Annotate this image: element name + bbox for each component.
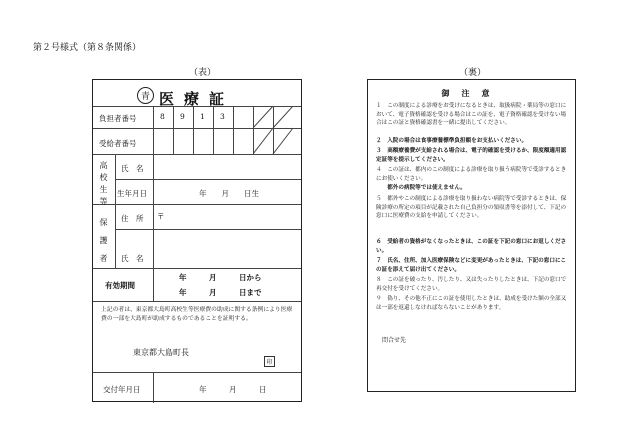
official-stamp: 印 bbox=[264, 356, 275, 367]
notes-title: 御注意 bbox=[441, 88, 502, 98]
postal-mark: 〒 bbox=[157, 212, 165, 221]
form-label: 第２号様式（第８条関係） bbox=[33, 43, 142, 53]
burden-digit: 3 bbox=[220, 112, 225, 121]
note-item: ６ 受給者の資格がなくなったときは、この証を下記の窓口にお返しください。 bbox=[376, 239, 567, 254]
contact-label: 問合せ先 bbox=[382, 337, 407, 344]
recipient-number-label: 受給者番号 bbox=[99, 139, 137, 148]
burden-digit: 8 bbox=[160, 112, 165, 121]
note-item: ７ 氏名、住所、加入医療保険などに変更があったときは、下記の窓口にこの証を添えて届け出てください。 bbox=[376, 258, 567, 273]
note-item: ５ 都外やこの制度による診療を取り扱わない病院等で受診するときは、保険診療の所定の項目が記載された自己負担分の領収書等を添付して、下記の窓口に医療費の支給を申請してください。 bbox=[376, 196, 567, 220]
certificate-title: 医療証 bbox=[159, 90, 235, 108]
issuer-name: 東京都大島町長 bbox=[133, 348, 189, 357]
seal-circle: 青 bbox=[137, 87, 154, 104]
guardian-name-label: 氏 名 bbox=[121, 254, 144, 263]
front-side-label: （表） bbox=[189, 68, 217, 78]
student-name-label: 氏 名 bbox=[121, 164, 144, 173]
validity-to: 年 月 日まで bbox=[179, 288, 262, 297]
medical-certificate-back bbox=[367, 79, 576, 392]
medical-certificate-front bbox=[92, 79, 302, 402]
student-group-label: 高校生等 bbox=[99, 161, 108, 206]
burden-digit: 1 bbox=[200, 112, 205, 121]
note-item: ９ 偽り、その他不正にこの証を使用したときは、助成を受けた額の全部又は一部を返還しなければならないことがあります。 bbox=[376, 296, 567, 311]
note-item: ４ この証は、都内のこの制度による診療を取り扱う病院等で受診するときにお使いください。 bbox=[376, 167, 567, 182]
note-item: ８ この証を破ったり、汚したり、又は失ったりしたときは、下記の窓口で再交付を受けてください。 bbox=[376, 277, 567, 292]
issue-date-value: 年 月 日 bbox=[199, 385, 267, 394]
validity-label: 有効期間 bbox=[105, 281, 135, 290]
certification-statement: 上記の者は、東京都大島町高校生等医療費の助成に関する条例により医療費の一部を大島町が助成するものであることを証明する。 bbox=[101, 307, 293, 322]
guardian-address-label: 住 所 bbox=[121, 214, 144, 223]
note-item: ２ 入院の場合は食事療養標準負担額をお支払いください。 bbox=[376, 138, 528, 144]
burden-number-label: 負担者番号 bbox=[99, 114, 137, 123]
back-side-label: （裏） bbox=[459, 68, 487, 78]
void-diagonals bbox=[253, 106, 301, 154]
note-item: ３ 高額療養費が支給される場合は、電子的確認を受けるか、限度額適用認定証等を提示してください。 bbox=[376, 148, 567, 163]
note-item: 都外の病院等では使えません。 bbox=[376, 185, 466, 191]
burden-digit: 9 bbox=[180, 112, 185, 121]
birth-date-value: 年 月 日生 bbox=[199, 189, 259, 198]
validity-from: 年 月 日から bbox=[179, 273, 262, 282]
issue-date-label: 交付年月日 bbox=[103, 385, 141, 394]
birth-date-label: 生年月日 bbox=[117, 189, 147, 198]
note-item: １ この制度による診療をお受けになるときは、取扱病院・薬局等の窓口において、電子資格確認を受ける場合はこの証を、電子資格確認を受けない場合はこの証と資格確認書を一緒に提出してください。 bbox=[376, 103, 567, 127]
guardian-group-label: 保護者 bbox=[99, 218, 108, 263]
